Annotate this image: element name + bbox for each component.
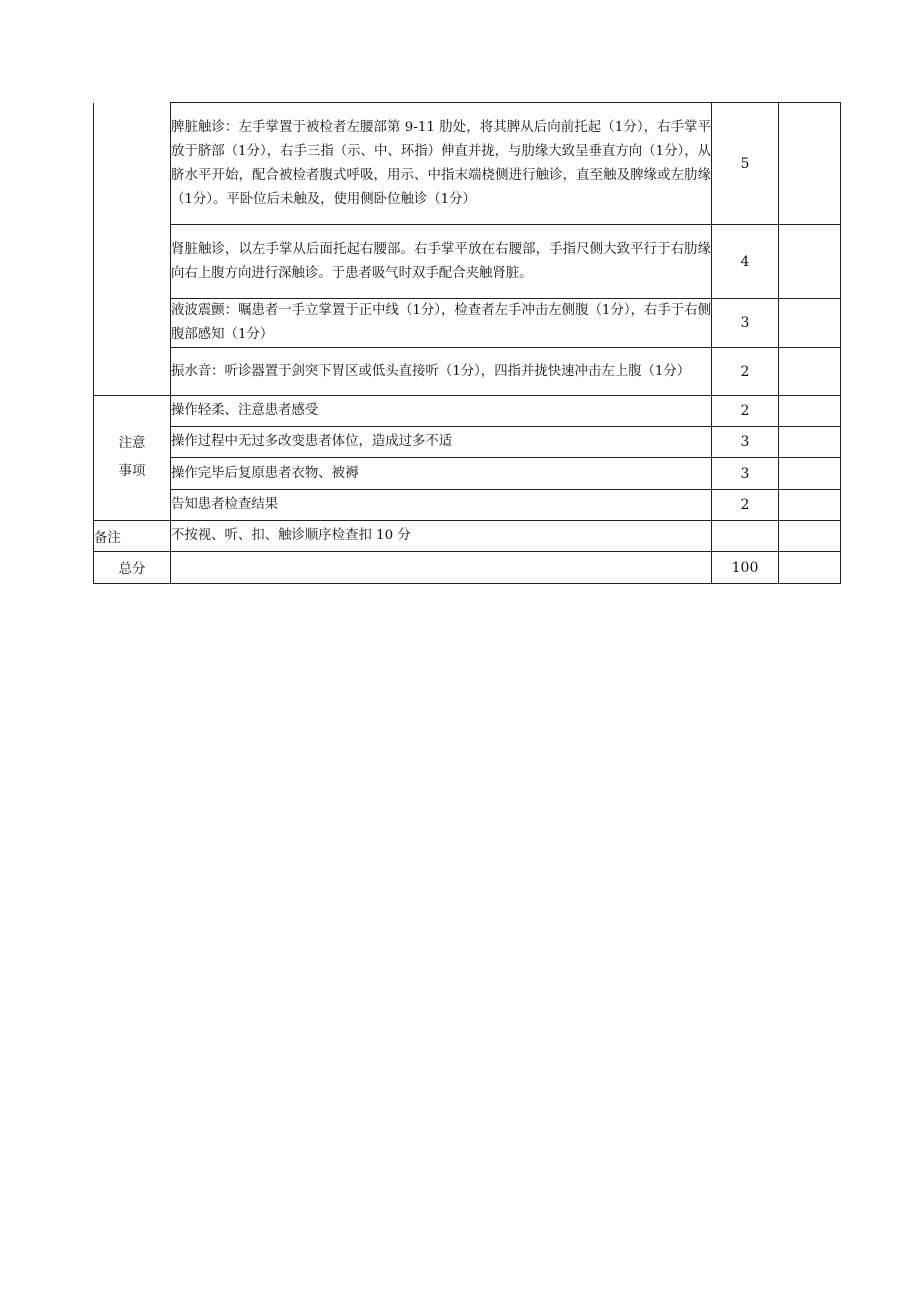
earned-score-cell: [779, 348, 841, 396]
row-score: 3: [712, 299, 779, 348]
row-score: 4: [712, 225, 779, 299]
notes-category-cell: [94, 396, 171, 521]
remark-text: 不按视、听、扣、触诊顺序检查扣 10 分: [171, 521, 712, 552]
table-row: [94, 458, 841, 490]
remark-label: 备注: [94, 521, 171, 552]
notes-item-score: 3: [712, 458, 779, 490]
row-description: 振水音：听诊器置于剑突下胃区或低头直接听（1分），四指并拢快速冲击左上腹（1分）: [171, 348, 712, 396]
row-description: 液波震颤：嘱患者一手立掌置于正中线（1分），检查者左手冲击左侧腹（1分），右手于右侧腹部感知（1分）: [171, 299, 712, 348]
score-table: [93, 102, 841, 584]
notes-category-line2: 事项: [118, 464, 146, 479]
notes-item-score: 2: [712, 490, 779, 521]
row-description: 肾脏触诊，以左手掌从后面托起右腰部。右手掌平放在右腰部，手指尺侧大致平行于右肋缘向右上腹方向进行深触诊。于患者吸气时双手配合夹触肾脏。: [171, 225, 712, 299]
notes-item-description: 操作完毕后复原患者衣物、被褥: [171, 458, 712, 490]
total-text: [171, 552, 712, 584]
notes-item-score: 3: [712, 427, 779, 458]
earned-score-cell: [779, 396, 841, 427]
table-row: [94, 225, 841, 299]
table-row: [94, 103, 841, 225]
row-score: 5: [712, 103, 779, 225]
table-row: [94, 552, 841, 584]
row-description: 脾脏触诊：左手掌置于被检者左腰部第 9-11 肋处，将其脾从后向前托起（1分），右手掌平放于脐部（1分），右手三指（示、中、环指）伸直并拢，与肋缘大致呈垂直方向（1分），从脐水平开始，配合被检者腹式呼吸，用示、中指末端桡侧进行触诊，直至触及脾缘或左肋缘（1分）。平卧位后未触及，使用侧卧位触诊（1分）: [171, 103, 712, 225]
table-row: [94, 396, 841, 427]
total-label: 总分: [94, 552, 171, 584]
table-row: [94, 490, 841, 521]
table-row: [94, 427, 841, 458]
earned-score-cell: [779, 103, 841, 225]
total-score: 100: [712, 552, 779, 584]
category-cell-empty: [94, 103, 171, 396]
earned-score-cell: [779, 552, 841, 584]
table-row: [94, 348, 841, 396]
earned-score-cell: [779, 521, 841, 552]
remark-score-cell: [712, 521, 779, 552]
row-score: 2: [712, 348, 779, 396]
notes-item-description: 操作过程中无过多改变患者体位，造成过多不适: [171, 427, 712, 458]
earned-score-cell: [779, 458, 841, 490]
table-row: [94, 299, 841, 348]
earned-score-cell: [779, 490, 841, 521]
notes-item-score: 2: [712, 396, 779, 427]
notes-item-description: 操作轻柔、注意患者感受: [171, 396, 712, 427]
earned-score-cell: [779, 427, 841, 458]
notes-item-description: 告知患者检查结果: [171, 490, 712, 521]
notes-category-line1: 注意: [118, 436, 146, 451]
earned-score-cell: [779, 299, 841, 348]
table-row: [94, 521, 841, 552]
earned-score-cell: [779, 225, 841, 299]
